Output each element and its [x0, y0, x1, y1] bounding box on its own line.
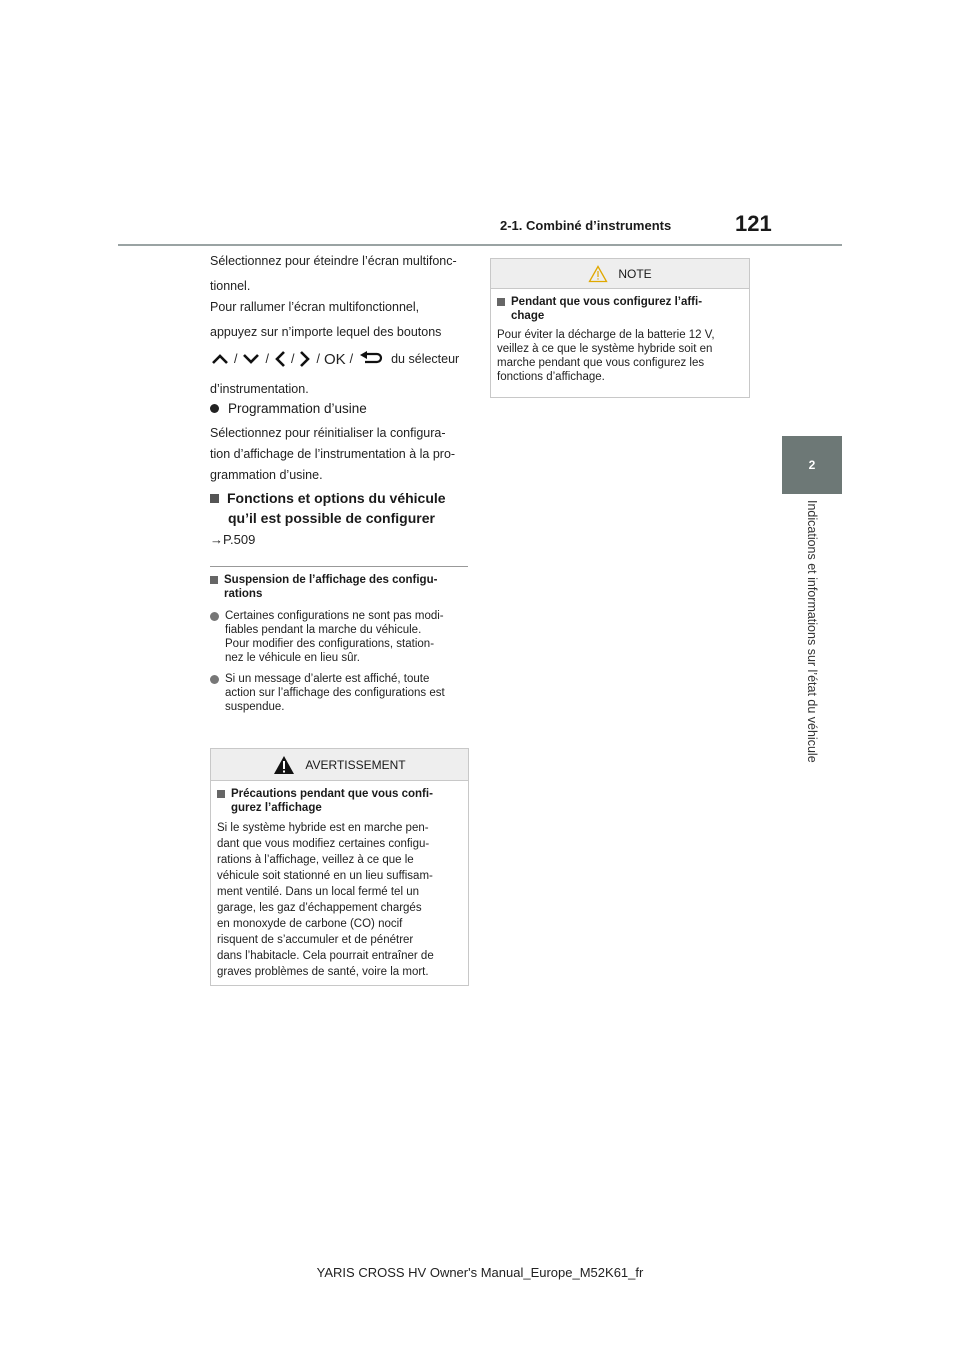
control-buttons-line — [210, 349, 460, 369]
bullet-factory-settings — [210, 401, 470, 416]
warning-box — [210, 748, 469, 986]
note-heading-line: chage — [511, 310, 545, 322]
note-title: NOTE — [618, 266, 652, 281]
text-line: Certaines configurations ne sont pas modi- — [225, 610, 444, 622]
text-line: marche pendant que vous configurez les — [497, 357, 705, 369]
caution-triangle-icon — [588, 265, 608, 283]
text-line: Pour éviter la décharge de la batterie 12 V, — [497, 329, 715, 341]
text-line: grammation d’usine. — [210, 468, 323, 482]
chapter-side-title — [782, 494, 842, 824]
bullet-dot-icon — [210, 612, 219, 621]
heading-line: qu’il est possible de configurer — [228, 510, 435, 526]
text-line: dans l’habitacle. Cela pourrait entraîner de — [217, 950, 434, 962]
chevron-down-icon — [241, 352, 261, 366]
paragraph-screen-on — [210, 298, 470, 342]
text-line: veillez à ce que le système hybride soit en — [497, 343, 713, 355]
note-item — [210, 672, 470, 714]
square-bullet-icon — [497, 298, 505, 306]
text-line: Pour rallumer l’écran multifonctionnel, — [210, 300, 420, 314]
bullet-dot-icon — [210, 675, 219, 684]
square-bullet-icon — [217, 790, 225, 798]
text-line: suspendue. — [225, 701, 285, 713]
text-line: fiables pendant la marche du véhicule. — [225, 624, 422, 636]
back-arrow-icon — [357, 351, 383, 367]
chevron-left-icon — [273, 349, 287, 369]
warning-heading-line: gurez l’affichage — [231, 802, 322, 814]
note-suspension — [210, 573, 470, 714]
chapter-title: Indications et informations sur l’état du véhicule — [805, 500, 819, 763]
ok-label: OK — [323, 350, 346, 368]
square-bullet-icon — [210, 494, 219, 503]
warning-heading-line: Précautions pendant que vous confi- — [231, 788, 433, 800]
header-rule — [118, 244, 842, 246]
text-line: en monoxyde de carbone (CO) nocif — [217, 918, 403, 930]
separator: / — [349, 351, 354, 366]
text-line: action sur l’affichage des configurations est — [225, 687, 445, 699]
text-line: Si un message d’alerte est affiché, toute — [225, 673, 430, 685]
text-line: tionnel. — [210, 279, 251, 293]
note-heading-line: Pendant que vous configurez l’affi- — [511, 296, 703, 308]
note-body — [497, 328, 743, 384]
text-line: rations à l’affichage, veillez à ce que le — [217, 854, 414, 866]
heading-line: Fonctions et options du véhicule — [227, 490, 446, 506]
text-line: nez le véhicule en lieu sûr. — [225, 652, 360, 664]
note-heading-line: rations — [224, 588, 263, 600]
text-line: garage, les gaz d’échappement chargés — [217, 902, 422, 914]
warning-triangle-icon — [273, 755, 295, 775]
square-bullet-icon — [210, 576, 218, 584]
chapter-tab — [782, 436, 842, 494]
separator: / — [316, 351, 320, 366]
text-line: dant que vous modifiez certaines configu- — [217, 838, 430, 850]
text-line: Sélectionnez pour réinitialiser la configura- — [210, 426, 446, 440]
chevron-up-icon — [210, 352, 230, 366]
text-line: appuyez sur n’importe lequel des boutons — [210, 325, 442, 339]
text-line: Pour modifier des configurations, station- — [225, 638, 435, 650]
text-line: fonctions d’affichage. — [497, 371, 605, 383]
text-line: Sélectionnez pour éteindre l’écran multifonc- — [210, 254, 457, 268]
text-line: d’instrumentation. — [210, 382, 309, 396]
text-line: risquent de s’accumuler et de pénétrer — [217, 934, 414, 946]
heading-vehicle-functions — [210, 488, 472, 528]
separator: / — [234, 351, 238, 366]
control-suffix: du sélecteur — [391, 351, 460, 366]
section-title: 2-1. Combiné d’instruments — [500, 218, 672, 233]
warning-header — [211, 749, 468, 781]
page-reference-link[interactable]: →P.509 — [210, 532, 256, 547]
paragraph-screen-off — [210, 252, 470, 296]
warning-title: AVERTISSEMENT — [305, 757, 406, 772]
note-item — [210, 609, 470, 665]
separator: / — [265, 351, 269, 366]
text-line: véhicule soit stationné en un lieu suffisam- — [217, 870, 433, 882]
chevron-right-icon — [298, 349, 312, 369]
text-line: tion d’affichage de l’instrumentation à la pro- — [210, 447, 456, 461]
footer-manual-id: YARIS CROSS HV Owner's Manual_Europe_M52K61_fr — [316, 1265, 644, 1280]
text-line: Si le système hybride est en marche pen- — [217, 822, 429, 834]
paragraph-factory-reset — [210, 424, 470, 485]
page-number: 121 — [735, 211, 772, 236]
note-header — [491, 259, 749, 289]
note-box — [490, 258, 750, 398]
separator: / — [290, 351, 295, 366]
text-line: graves problèmes de santé, voire la mort. — [217, 966, 429, 978]
bullet-title: Programmation d’usine — [228, 401, 367, 416]
section-divider — [210, 566, 468, 567]
warning-body — [217, 820, 462, 980]
note-heading-line: Suspension de l’affichage des configu- — [224, 574, 438, 586]
chapter-number: 2 — [808, 458, 816, 472]
bullet-dot-icon — [210, 404, 219, 413]
text-line: ment ventilé. Dans un local fermé tel un — [217, 886, 419, 898]
